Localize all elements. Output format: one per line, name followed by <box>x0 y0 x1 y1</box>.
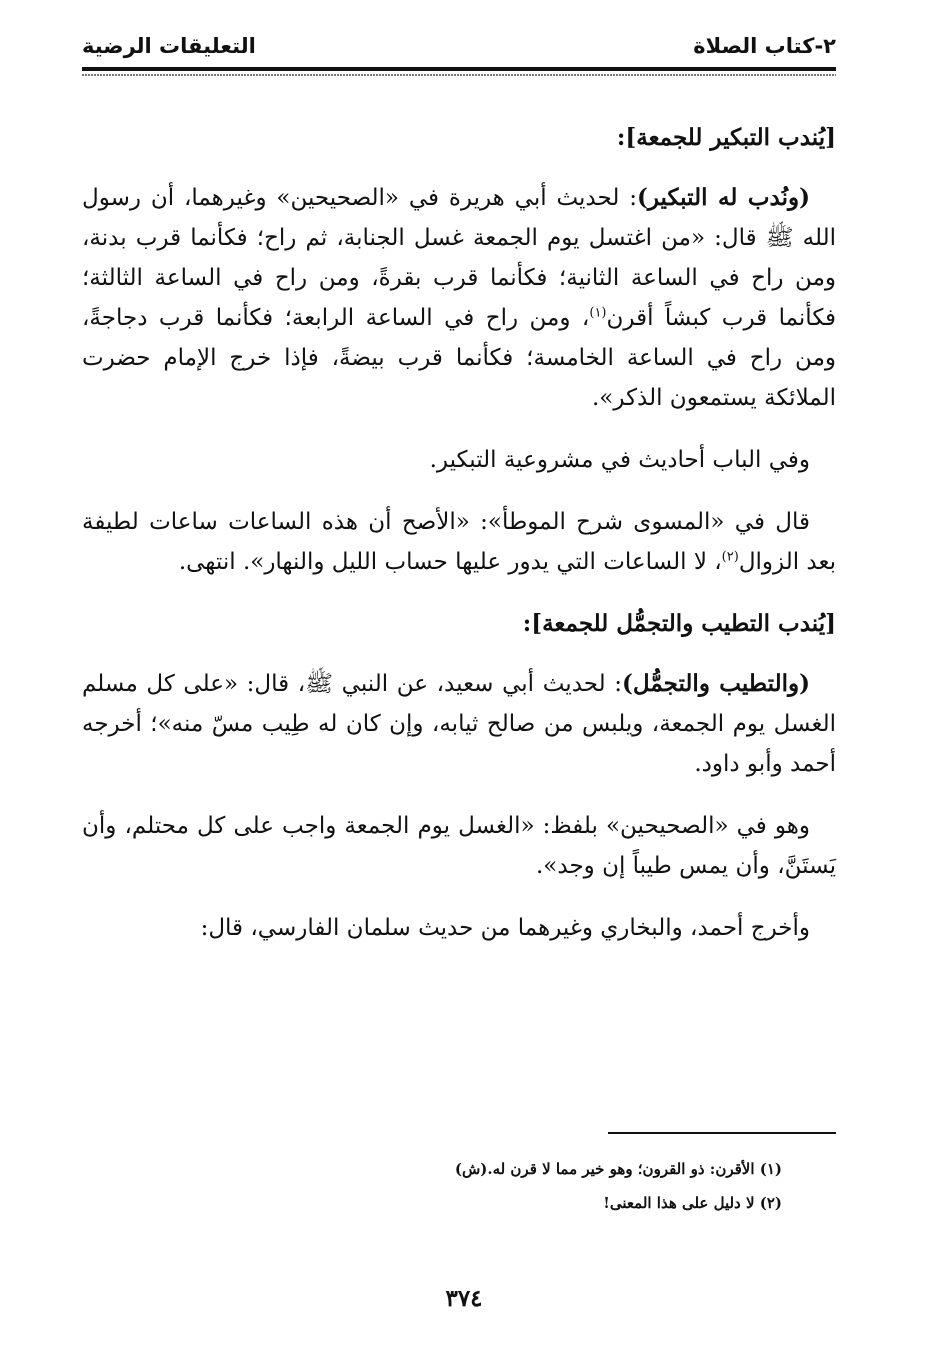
header-rule-thin <box>82 74 836 76</box>
paragraph-text: وأخرج أحمد، والبخاري وغيرهما من حديث سلمان الفارسي، قال: <box>200 915 810 941</box>
paragraph <box>82 178 836 418</box>
book-title: التعليقات الرضية <box>82 34 256 58</box>
paragraph <box>82 908 836 948</box>
paragraph <box>82 664 836 784</box>
bold-lead: (ونُدب له التبكير) <box>636 184 811 211</box>
footnote-ref[interactable]: (١) <box>589 305 607 321</box>
header-rule-thick <box>82 67 836 71</box>
paragraph-text: ، ومن راح في الساعة الرابعة؛ فكأنما قرب دجاجةً، ومن راح في الساعة الخامسة؛ فكأنما قرب بيضةً، فإذا خرج الإمام حضرت الملائكة يستمعون الذكر». <box>82 305 836 411</box>
footnotes <box>82 1152 836 1220</box>
paragraph <box>82 440 836 480</box>
section-heading: [يُندب التطيب والتجمُّل للجمعة]: <box>522 610 836 637</box>
paragraph-text: وهو في «الصحيحين» بلفظ: «الغسل يوم الجمعة واجب على كل محتلم، وأن يَستَنَّ، وأن يمس طيباً إن وجد». <box>82 813 836 879</box>
paragraph-text: : لحديث أبي سعيد، عن النبي ﷺ، قال: «على كل مسلم الغسل يوم الجمعة، ويلبس من صالح ثيابه، وإن كان له طِيب مسّ منه»؛ أخرجه أحمد وأبو داود. <box>82 671 836 777</box>
section-heading: [يُندب التبكير للجمعة]: <box>616 124 836 151</box>
footnote: (٢) لا دليل على هذا المعنى! <box>603 1194 782 1212</box>
footnote-ref[interactable]: (٢) <box>721 549 739 565</box>
main-text <box>82 118 836 970</box>
page-number: ٣٧٤ <box>445 1285 483 1312</box>
paragraph-text: وفي الباب أحاديث في مشروعية التبكير. <box>429 447 810 473</box>
paragraph <box>82 806 836 886</box>
bold-lead: (والتطيب والتجمُّل) <box>622 670 810 697</box>
paragraph-text: قال في «المسوى شرح الموطأ»: «الأصح أن هذه الساعات ساعات لطيفة بعد الزوال <box>82 509 836 575</box>
paragraph-text: : لحديث أبي هريرة في «الصحيحين» وغيرهما، أن رسول الله ﷺ قال: «من اغتسل يوم الجمعة غسل الجنابة، ثم راح؛ فكأنما قرب بدنة، ومن راح في الساعة الثانية؛ فكأنما قرب بقرةً، ومن راح في الساعة الثالثة؛ فكأنما قرب كبشاً أقرن <box>82 185 837 331</box>
running-header <box>82 30 836 70</box>
footnote: (١) الأقرن: ذو القرون؛ وهو خير مما لا قرن له.(ش) <box>454 1160 782 1178</box>
paragraph-text: ، لا الساعات التي يدور عليها حساب الليل والنهار». انتهى. <box>178 549 722 575</box>
paragraph <box>82 502 836 582</box>
footnote-separator <box>608 1132 836 1134</box>
chapter-title: ٢-كتاب الصلاة <box>693 34 836 58</box>
